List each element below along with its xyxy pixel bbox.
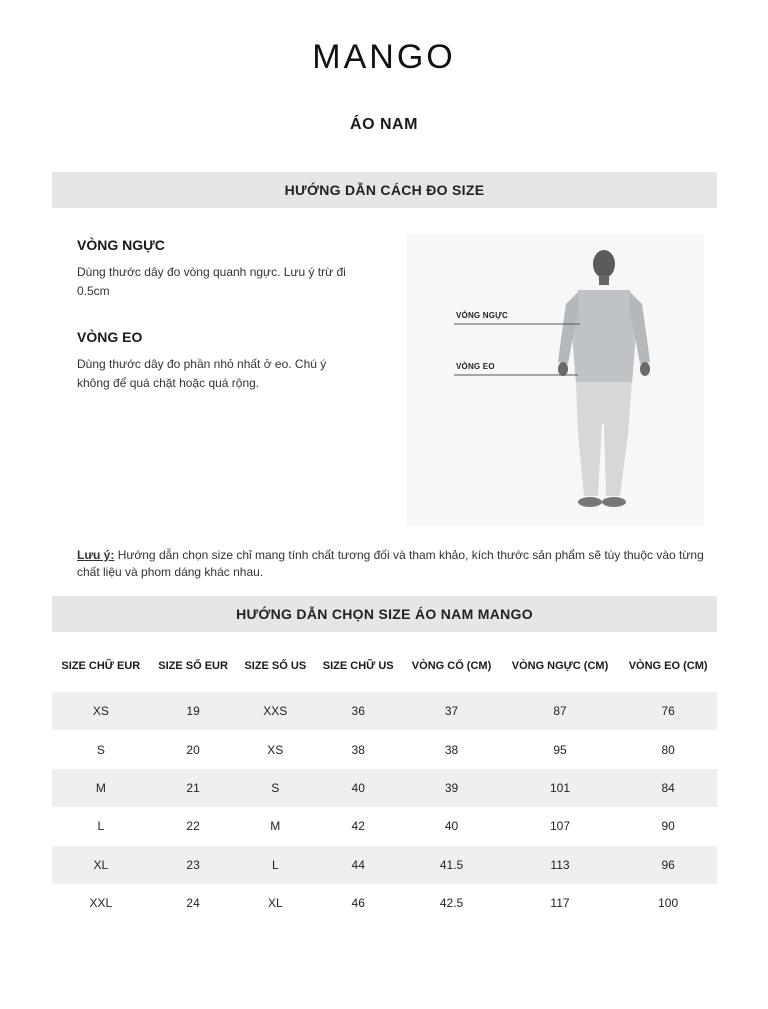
table-cell: 24	[186, 896, 200, 911]
table-cell: L	[237, 846, 315, 884]
column-header: SIZE CHỮ EUR	[61, 660, 141, 672]
table-cell: 37	[402, 692, 500, 730]
table-cell: 95	[553, 742, 567, 757]
table-cell: XS	[52, 692, 150, 730]
brand-logo: MANGO	[312, 38, 456, 76]
table-row	[52, 846, 717, 884]
table-cell: 101	[501, 769, 620, 807]
table-cell: 96	[619, 846, 717, 884]
table-cell: 87	[501, 692, 620, 730]
table-cell: 84	[619, 769, 717, 807]
measure-item-waist	[77, 329, 357, 393]
table-cell: XL	[52, 846, 150, 884]
table-cell: 36	[314, 692, 402, 730]
table-cell: 46	[351, 896, 365, 911]
model-silhouette-image	[406, 234, 704, 526]
table-cell: 76	[619, 692, 717, 730]
table-cell: 40	[444, 819, 459, 834]
table-cell: M	[270, 819, 281, 834]
table-cell: XS	[267, 742, 284, 757]
measure-guide-heading: HƯỚNG DẪN CÁCH ĐO SIZE	[52, 172, 717, 208]
table-cell: 41.5	[402, 846, 500, 884]
note-label: Lưu ý:	[77, 548, 115, 562]
model-figure	[406, 234, 704, 526]
measure-item-title: VÒNG NGỰC	[77, 237, 165, 253]
column-header: SIZE SỐ US	[244, 660, 307, 672]
table-cell: 20	[186, 742, 200, 757]
table-cell: 42.5	[439, 896, 464, 911]
table-cell: 19	[150, 692, 237, 730]
table-cell: XXS	[237, 692, 315, 730]
table-header-row	[52, 646, 717, 686]
table-cell: 44	[314, 846, 402, 884]
column-header: VÒNG EO (CM)	[628, 660, 708, 672]
measure-item-chest	[77, 237, 357, 301]
size-table	[52, 646, 717, 922]
table-cell: 107	[549, 819, 571, 834]
table-cell: S	[96, 742, 105, 757]
column-header: VÒNG NGỰC (CM)	[511, 660, 609, 672]
table-cell: 39	[402, 769, 500, 807]
table-cell: 80	[661, 742, 675, 757]
measure-item-description: Dùng thước dây đo vòng quanh ngực. Lưu ý trừ đi 0.5cm	[77, 265, 346, 298]
column-header: SIZE SỐ EUR	[158, 660, 228, 672]
table-row	[52, 730, 717, 768]
column-header: SIZE CHỮ US	[322, 660, 394, 672]
figure-label-waist: VÒNG EO	[456, 362, 495, 371]
table-cell: XXL	[89, 896, 113, 911]
table-cell: 90	[661, 819, 675, 834]
table-cell: 21	[150, 769, 237, 807]
table-row	[52, 692, 717, 730]
note-paragraph	[77, 547, 707, 581]
note-text: Hướng dẫn chọn size chỉ mang tính chất tương đối và tham khảo, kích thước sản phẩm sẽ tùy thuộc vào từng chất liệu và phom dáng khác nhau.	[77, 548, 704, 579]
measure-item-description: Dùng thước dây đo phần nhỏ nhất ở eo. Chú ý không để quá chặt hoặc quá rộng.	[77, 357, 327, 390]
table-row	[52, 884, 717, 922]
table-cell: 38	[351, 742, 365, 757]
table-cell: S	[237, 769, 315, 807]
table-row	[52, 807, 717, 845]
table-cell: 40	[314, 769, 402, 807]
table-row	[52, 769, 717, 807]
table-cell: M	[52, 769, 150, 807]
table-cell: L	[97, 819, 105, 834]
table-cell: 42	[351, 819, 365, 834]
table-cell: 100	[658, 896, 679, 911]
page-subtitle: ÁO NAM	[350, 116, 418, 133]
table-cell: 117	[550, 896, 570, 911]
table-cell: 113	[501, 846, 620, 884]
measure-item-title: VÒNG EO	[77, 329, 143, 345]
table-cell: 23	[150, 846, 237, 884]
figure-label-chest: VÒNG NGỰC	[456, 311, 508, 320]
table-cell: XL	[267, 896, 283, 911]
size-guide-heading: HƯỚNG DẪN CHỌN SIZE ÁO NAM MANGO	[52, 596, 717, 632]
table-cell: 38	[444, 742, 459, 757]
column-header: VÒNG CỔ (CM)	[411, 660, 492, 672]
table-cell: 22	[186, 819, 200, 834]
